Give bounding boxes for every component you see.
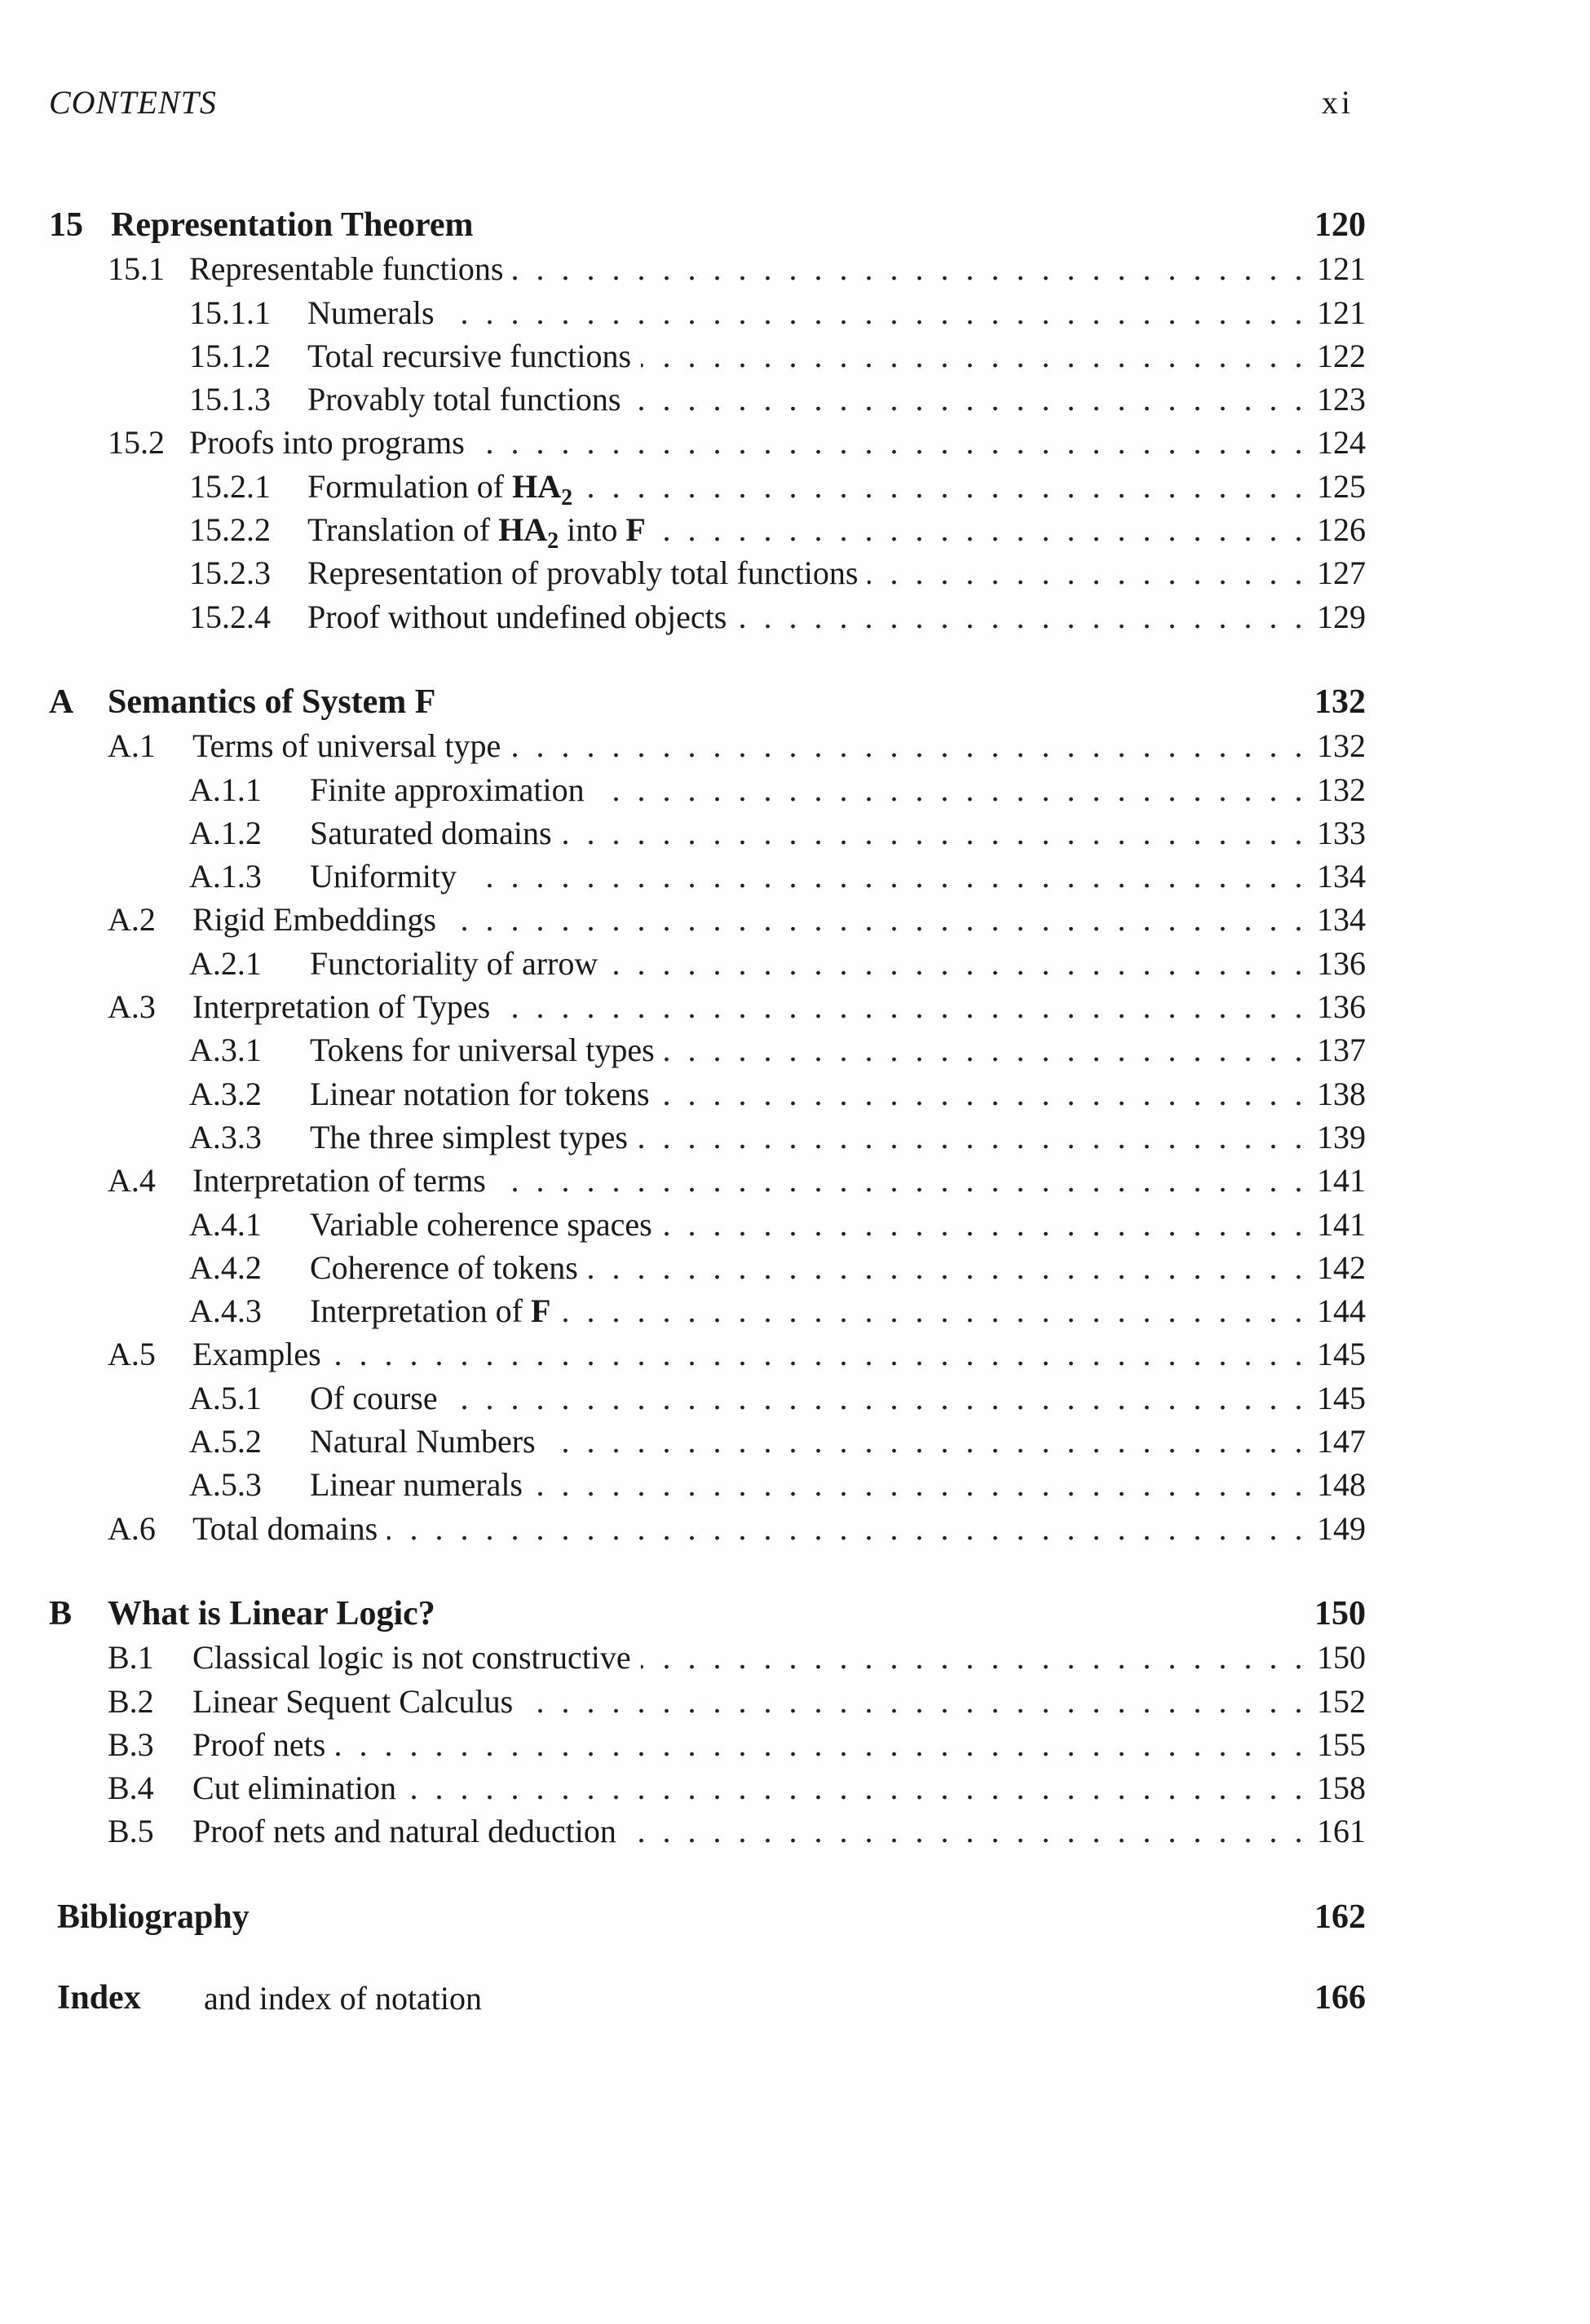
- section-entry[interactable]: [49, 724, 1366, 767]
- chapter-block: [49, 204, 1366, 638]
- entry-number: A.3: [108, 988, 156, 1026]
- entry-number: A.4.1: [189, 1205, 262, 1243]
- running-head: [49, 83, 1354, 129]
- entry-title: Tokens for universal types: [310, 1032, 655, 1069]
- dot-leader: [444, 291, 1307, 334]
- dot-leader: [562, 811, 1307, 855]
- entry-number: A.2.1: [189, 944, 262, 982]
- dot-leader: [660, 1072, 1307, 1116]
- section-entry[interactable]: [49, 1680, 1366, 1723]
- subsection-entry[interactable]: [49, 855, 1366, 898]
- entry-number: 15.1.3: [189, 381, 271, 418]
- subsection-entry[interactable]: [49, 1028, 1366, 1071]
- dot-leader: [641, 1636, 1307, 1679]
- dot-leader: [446, 898, 1307, 941]
- dot-leader: [513, 247, 1307, 290]
- index-note: and index of notation: [204, 1979, 483, 2017]
- title-text: Interpretation of: [310, 1292, 531, 1330]
- entry-number: A.1.1: [189, 771, 262, 808]
- entry-page: 150: [1317, 1639, 1366, 1677]
- entry-number: A.2: [108, 901, 156, 939]
- dot-leader: [335, 1723, 1307, 1766]
- section-entry[interactable]: [49, 985, 1366, 1028]
- entry-title: Terms of universal type: [192, 727, 501, 765]
- dot-leader: [475, 421, 1307, 464]
- entry-page: 145: [1317, 1379, 1366, 1416]
- dot-leader: [630, 378, 1307, 421]
- entry-page: 149: [1317, 1509, 1366, 1547]
- entry-page: 122: [1317, 337, 1366, 374]
- entry-title: Coherence of tokens: [310, 1248, 578, 1286]
- chapter-heading[interactable]: [49, 1593, 1366, 1636]
- entry-title: Finite approximation: [310, 771, 585, 808]
- dot-leader: [510, 724, 1307, 767]
- dot-leader: [582, 465, 1307, 508]
- subsection-entry[interactable]: [49, 942, 1366, 985]
- section-entry[interactable]: [49, 1766, 1366, 1809]
- entry-page: 136: [1317, 944, 1366, 982]
- entry-title: Proof nets: [192, 1725, 326, 1763]
- entry-title: Functoriality of arrow: [310, 944, 598, 982]
- entry-title: [310, 1289, 550, 1332]
- entry-page: 161: [1317, 1813, 1366, 1850]
- entry-title: Of course: [310, 1379, 438, 1416]
- entry-number: A.4.3: [189, 1292, 262, 1330]
- subsection-entry[interactable]: [49, 595, 1366, 638]
- bibliography-page: 162: [1314, 1898, 1366, 1936]
- entry-page: 141: [1317, 1205, 1366, 1243]
- section-entry[interactable]: [49, 898, 1366, 941]
- entry-page: 152: [1317, 1682, 1366, 1720]
- entry-title: Variable coherence spaces: [310, 1205, 652, 1243]
- dot-leader: [387, 1507, 1307, 1550]
- entry-title: Natural Numbers: [310, 1423, 536, 1460]
- dot-leader: [641, 334, 1307, 378]
- section-entry[interactable]: [49, 1723, 1366, 1766]
- dot-leader: [448, 1376, 1307, 1420]
- entry-page: 121: [1317, 250, 1366, 288]
- entry-number: B.5: [108, 1813, 154, 1850]
- entry-number: A.5: [108, 1336, 156, 1373]
- entry-page: 133: [1317, 814, 1366, 851]
- section-entry[interactable]: [49, 1159, 1366, 1202]
- chapter-block: [49, 681, 1366, 1550]
- entry-number: B.2: [108, 1682, 154, 1720]
- subsection-entry[interactable]: [49, 1246, 1366, 1289]
- entry-title: Cut elimination: [192, 1770, 396, 1807]
- entry-page: 145: [1317, 1336, 1366, 1373]
- chapter-heading[interactable]: [49, 204, 1366, 247]
- dot-leader: [523, 1680, 1307, 1723]
- title-text: Translation of: [307, 511, 499, 549]
- entry-number: A.1.2: [189, 814, 262, 851]
- table-of-contents: [49, 204, 1366, 2020]
- entry-title: Examples: [192, 1336, 321, 1373]
- entry-page: 141: [1317, 1162, 1366, 1200]
- entry-title: Proof nets and natural deduction: [192, 1813, 616, 1850]
- subsection-entry[interactable]: [49, 1463, 1366, 1506]
- subsection-entry[interactable]: [49, 1072, 1366, 1116]
- subsection-entry[interactable]: [49, 508, 1366, 554]
- entry-page: 148: [1317, 1466, 1366, 1504]
- chapter-page: 150: [1314, 1594, 1366, 1633]
- title-math-bold: HA: [498, 511, 548, 549]
- section-entry[interactable]: [49, 247, 1366, 290]
- entry-page: 124: [1317, 424, 1366, 462]
- entry-title: Saturated domains: [310, 814, 552, 851]
- chapter-block: [49, 1593, 1366, 1853]
- entry-number: A.3.3: [189, 1118, 262, 1155]
- entry-number: 15.2.2: [189, 511, 271, 549]
- entry-number: 15.2: [108, 424, 165, 462]
- chapter-page: 132: [1314, 683, 1366, 721]
- entry-page: 158: [1317, 1770, 1366, 1807]
- section-entry[interactable]: [49, 1332, 1366, 1376]
- index-title: Index: [57, 1978, 141, 2017]
- bibliography-title: Bibliography: [57, 1898, 250, 1936]
- running-title: CONTENTS: [49, 84, 217, 121]
- entry-number: 15.1.2: [189, 337, 271, 374]
- entry-page: 139: [1317, 1118, 1366, 1155]
- entry-number: A.5.2: [189, 1423, 262, 1460]
- dot-leader: [500, 985, 1307, 1028]
- title-math-bold: HA: [512, 467, 562, 505]
- index-entry[interactable]: [49, 1977, 1366, 2020]
- entry-number: A.4.2: [189, 1248, 262, 1286]
- entry-title: Proofs into programs: [189, 424, 465, 462]
- entry-page: 125: [1317, 467, 1366, 505]
- dot-leader: [868, 551, 1307, 594]
- subsection-entry[interactable]: [49, 1420, 1366, 1463]
- entry-title: Linear numerals: [310, 1466, 523, 1504]
- chapter-page: 120: [1314, 206, 1366, 244]
- section-entry[interactable]: [49, 1636, 1366, 1679]
- subsection-entry[interactable]: [49, 811, 1366, 855]
- subsection-entry[interactable]: [49, 1376, 1366, 1420]
- section-entry[interactable]: [49, 1507, 1366, 1550]
- entry-page: 137: [1317, 1032, 1366, 1069]
- entry-number: A.6: [108, 1509, 156, 1547]
- entry-page: 121: [1317, 294, 1366, 331]
- entry-number: 15.2.3: [189, 554, 271, 592]
- title-math-subscript: 2: [547, 528, 559, 554]
- entry-page: 138: [1317, 1075, 1366, 1112]
- subsection-entry[interactable]: [49, 334, 1366, 378]
- dot-leader: [656, 508, 1307, 551]
- entry-number: 15.2.4: [189, 598, 271, 635]
- entry-number: 15.1: [108, 250, 165, 288]
- chapter-number: 15: [49, 206, 83, 244]
- entry-page: 136: [1317, 988, 1366, 1026]
- dot-leader: [588, 1246, 1307, 1289]
- entry-page: 134: [1317, 901, 1366, 939]
- dot-leader: [662, 1203, 1307, 1246]
- subsection-entry[interactable]: [49, 465, 1366, 508]
- entry-title: Proof without undefined objects: [307, 598, 727, 635]
- entry-title: Provably total functions: [307, 381, 621, 418]
- entry-number: B.3: [108, 1725, 154, 1763]
- entry-number: 15.1.1: [189, 294, 271, 331]
- entry-title: Representable functions: [189, 250, 504, 288]
- entry-title: Representation of provably total functions: [307, 554, 859, 592]
- entry-title: Classical logic is not constructive: [192, 1639, 631, 1677]
- dot-leader: [665, 1028, 1307, 1071]
- index-page: 166: [1314, 1978, 1366, 2017]
- chapter-heading[interactable]: [49, 681, 1366, 724]
- chapter-title: Semantics of System F: [108, 683, 436, 721]
- entry-page: 123: [1317, 381, 1366, 418]
- entry-page: 132: [1317, 771, 1366, 808]
- subsection-entry[interactable]: [49, 1116, 1366, 1159]
- entry-title: Numerals: [307, 294, 435, 331]
- entry-page: 132: [1317, 727, 1366, 765]
- bibliography-entry[interactable]: [49, 1896, 1366, 1939]
- dot-leader: [626, 1809, 1307, 1853]
- dot-leader: [607, 942, 1307, 985]
- dot-leader: [594, 768, 1307, 811]
- section-entry[interactable]: [49, 1809, 1366, 1853]
- title-math-bold: F: [531, 1292, 551, 1330]
- title-math-bold: F: [625, 511, 646, 549]
- entry-page: 142: [1317, 1248, 1366, 1286]
- entry-title: Uniformity: [310, 858, 457, 895]
- title-text: into: [559, 511, 626, 549]
- entry-page: 134: [1317, 858, 1366, 895]
- dot-leader: [638, 1116, 1307, 1159]
- title-text: Formulation of: [307, 467, 513, 505]
- subsection-entry[interactable]: [49, 291, 1366, 334]
- entry-title: Total domains: [192, 1509, 378, 1547]
- entry-number: A.1.3: [189, 858, 262, 895]
- dot-leader: [545, 1420, 1307, 1463]
- dot-leader: [331, 1332, 1307, 1376]
- section-entry[interactable]: [49, 421, 1366, 464]
- dot-leader: [560, 1289, 1307, 1332]
- entry-number: A.1: [108, 727, 156, 765]
- entry-page: 127: [1317, 554, 1366, 592]
- entry-page: 126: [1317, 511, 1366, 549]
- entry-title: Linear notation for tokens: [310, 1075, 650, 1112]
- entry-page: 147: [1317, 1423, 1366, 1460]
- dot-leader: [406, 1766, 1307, 1809]
- chapter-title: What is Linear Logic?: [108, 1594, 435, 1633]
- entry-title: Linear Sequent Calculus: [192, 1682, 514, 1720]
- chapter-number: A: [49, 683, 74, 721]
- chapter-number: B: [49, 1594, 73, 1633]
- entry-number: 15.2.1: [189, 467, 271, 505]
- entry-title: Interpretation of Types: [192, 988, 491, 1026]
- dot-leader: [532, 1463, 1307, 1506]
- subsection-entry[interactable]: [49, 1289, 1366, 1332]
- entry-number: A.5.1: [189, 1379, 262, 1416]
- chapter-title: Representation Theorem: [111, 206, 474, 244]
- dot-leader: [736, 595, 1307, 638]
- subsection-entry[interactable]: [49, 551, 1366, 594]
- entry-number: B.4: [108, 1770, 154, 1807]
- entry-title: The three simplest types: [310, 1118, 628, 1155]
- dot-leader: [466, 855, 1307, 898]
- entry-number: A.5.3: [189, 1466, 262, 1504]
- entry-page: 129: [1317, 598, 1366, 635]
- entry-page: 155: [1317, 1725, 1366, 1763]
- entry-page: 144: [1317, 1292, 1366, 1330]
- entry-title: Total recursive functions: [307, 337, 632, 374]
- entry-number: A.3.2: [189, 1075, 262, 1112]
- title-math-subscript: 2: [561, 484, 573, 510]
- dot-leader: [496, 1159, 1307, 1202]
- entry-title: Interpretation of terms: [192, 1162, 486, 1200]
- entry-number: A.4: [108, 1162, 156, 1200]
- page-number: xi: [1321, 84, 1354, 121]
- subsection-entry[interactable]: [49, 768, 1366, 811]
- entry-title: Rigid Embeddings: [192, 901, 436, 939]
- entry-number: A.3.1: [189, 1032, 262, 1069]
- subsection-entry[interactable]: [49, 378, 1366, 421]
- subsection-entry[interactable]: [49, 1203, 1366, 1246]
- entry-number: B.1: [108, 1639, 154, 1677]
